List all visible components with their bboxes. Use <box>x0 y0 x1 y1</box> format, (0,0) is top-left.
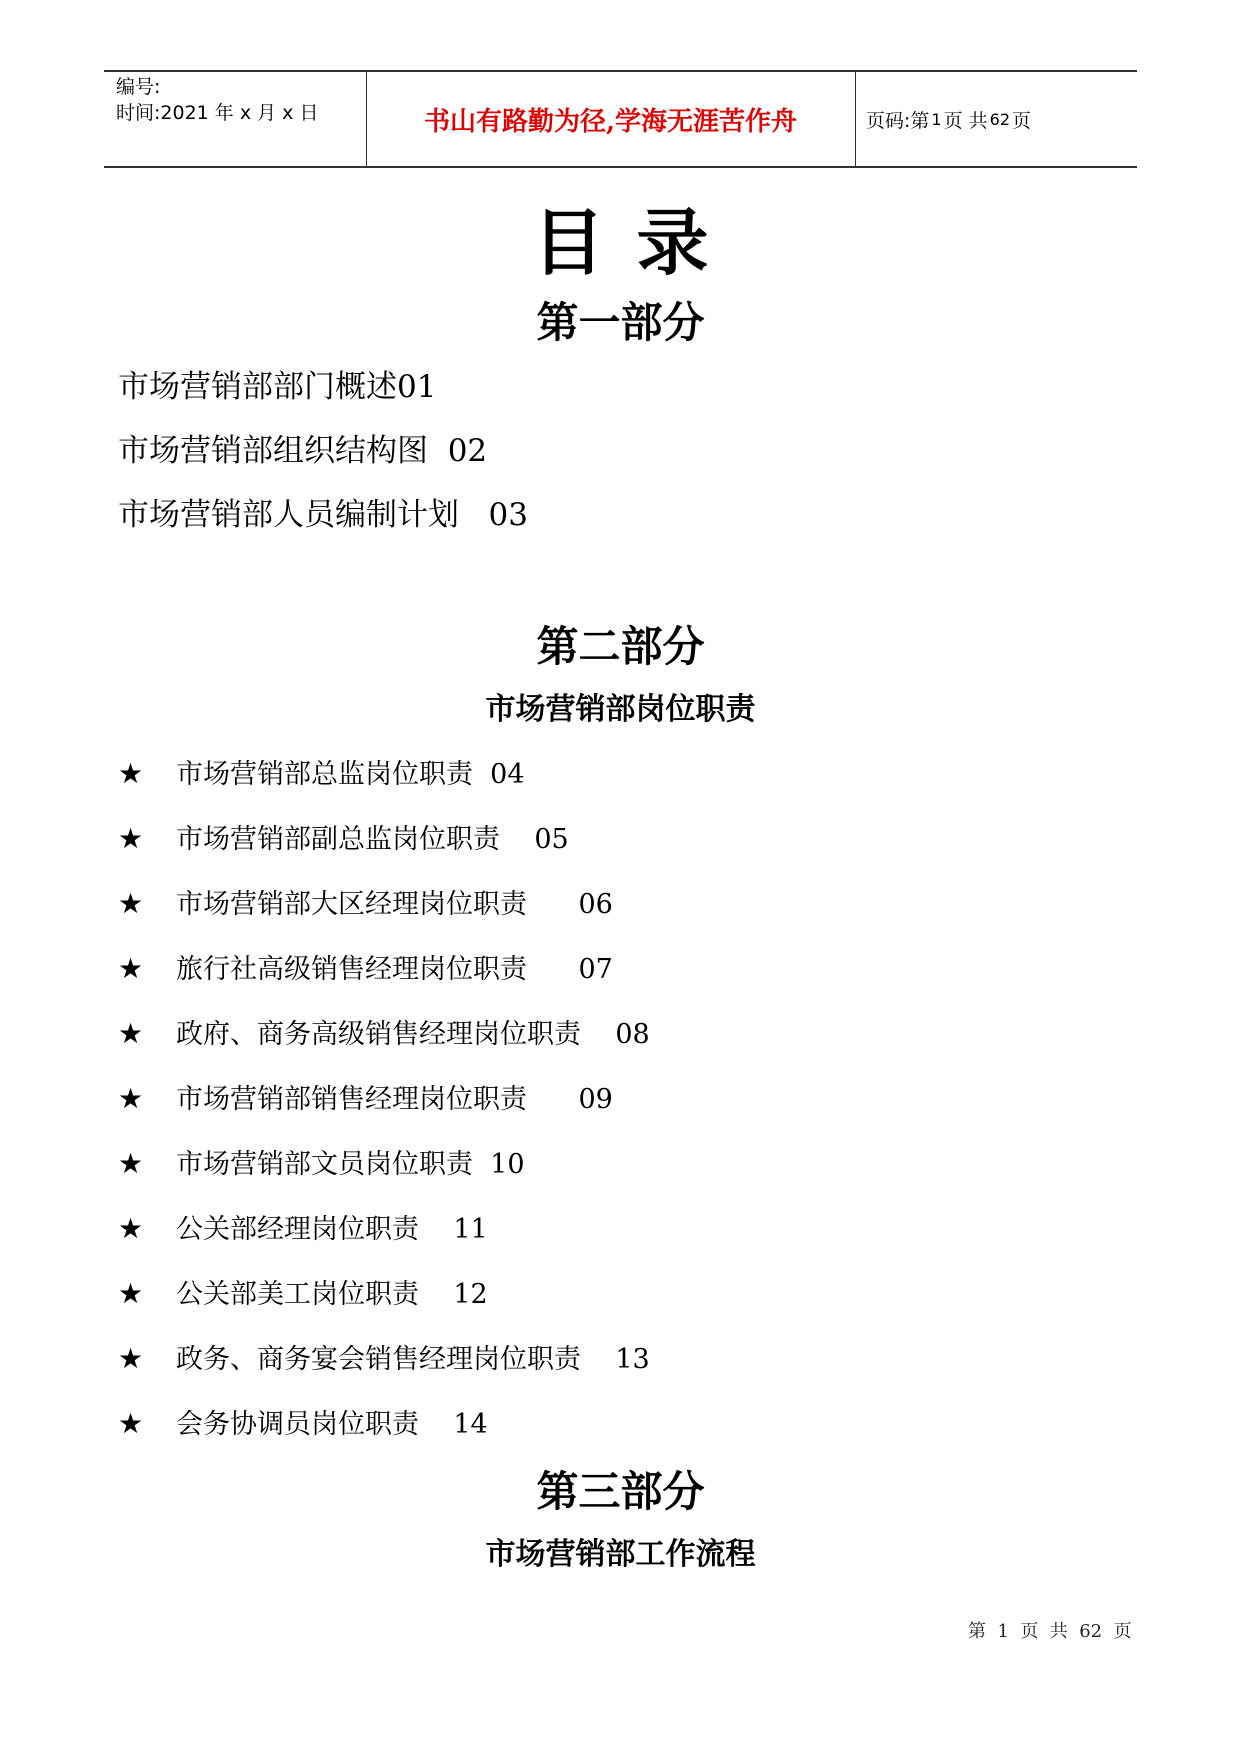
toc-item-label: 公关部美工岗位职责 12 <box>176 1279 488 1310</box>
page-footer: 第 1 页 共 62 页 <box>968 1621 1132 1642</box>
star-icon: ★ <box>118 887 144 920</box>
star-icon: ★ <box>118 1082 144 1115</box>
part1-heading: 第一部分 <box>536 298 705 347</box>
toc-item-label: 政务、商务宴会销售经理岗位职责 13 <box>176 1344 650 1375</box>
toc-item <box>118 1145 525 1184</box>
toc-item-label: 会务协调员岗位职责 14 <box>176 1409 488 1440</box>
header-table <box>104 70 1137 168</box>
toc-item-label: 公关部经理岗位职责 11 <box>176 1214 488 1245</box>
toc-item-label: 市场营销部销售经理岗位职责 09 <box>176 1084 613 1115</box>
toc-item <box>118 1340 650 1379</box>
toc-item <box>118 1275 488 1314</box>
toc-item-label: 政府、商务高级销售经理岗位职责 08 <box>176 1019 650 1050</box>
header-info <box>116 74 318 126</box>
star-icon: ★ <box>118 952 144 985</box>
time-label: 时间:2021 年 x 月 x 日 <box>116 102 319 124</box>
part3-heading: 第三部分 <box>536 1467 705 1516</box>
toc-item-label: 市场营销部总监岗位职责 04 <box>176 759 525 790</box>
toc-item <box>118 1210 488 1249</box>
toc-item-label: 旅行社高级销售经理岗位职责 07 <box>176 954 613 985</box>
star-icon: ★ <box>118 1407 144 1440</box>
part3-subheading: 市场营销部工作流程 <box>485 1537 756 1572</box>
star-icon: ★ <box>118 757 144 790</box>
header-motto: 书山有路勤为径,学海无涯苦作舟 <box>423 106 798 137</box>
toc-item: 市场营销部人员编制计划 03 <box>118 497 529 533</box>
star-icon: ★ <box>118 1212 144 1245</box>
page-prefix: 页码:第 <box>866 109 930 132</box>
toc-item <box>118 885 613 924</box>
toc-item: 市场营销部组织结构图 02 <box>118 433 488 469</box>
page-number: 1 <box>931 109 942 129</box>
star-icon: ★ <box>118 1017 144 1050</box>
star-icon: ★ <box>118 822 144 855</box>
page-total: 62 <box>989 109 1010 129</box>
header-divider <box>855 72 856 166</box>
page-title: 目录 <box>532 201 741 285</box>
star-icon: ★ <box>118 1342 144 1375</box>
star-icon: ★ <box>118 1147 144 1180</box>
toc-item <box>118 1080 613 1119</box>
number-label: 编号: <box>116 76 161 98</box>
part2-subheading: 市场营销部岗位职责 <box>485 692 756 727</box>
page-mid: 页 共 <box>943 109 988 132</box>
toc-item <box>118 755 525 794</box>
toc-item-label: 市场营销部大区经理岗位职责 06 <box>176 889 613 920</box>
star-icon: ★ <box>118 1277 144 1310</box>
part2-heading: 第二部分 <box>536 622 705 671</box>
header-page-info <box>866 72 1134 166</box>
toc-item <box>118 820 569 859</box>
toc-item-label: 市场营销部文员岗位职责 10 <box>176 1149 525 1180</box>
toc-item <box>118 950 613 989</box>
toc-item: 市场营销部部门概述01 <box>118 369 437 405</box>
toc-item-label: 市场营销部副总监岗位职责 05 <box>176 824 569 855</box>
page-suffix: 页 <box>1012 109 1032 132</box>
toc-item <box>118 1015 650 1054</box>
toc-item <box>118 1405 488 1444</box>
